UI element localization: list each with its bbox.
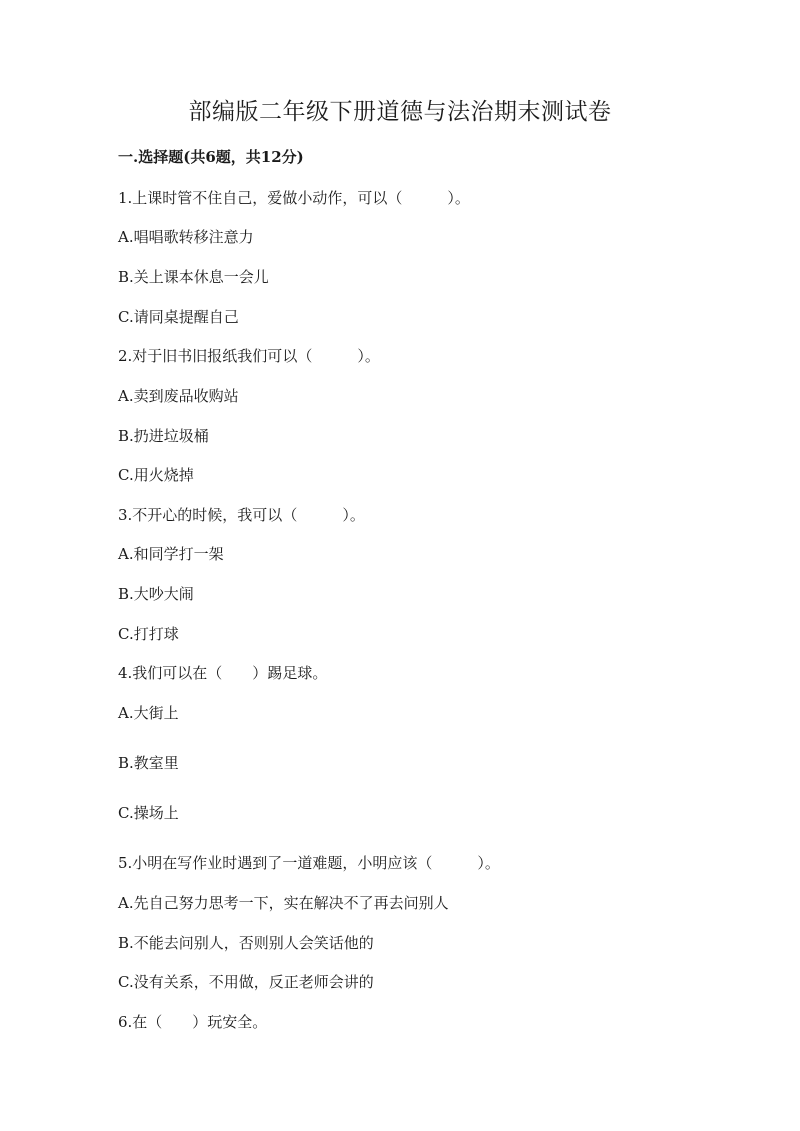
- question-stem: 6.在（ ）玩安全。: [118, 1013, 268, 1031]
- question-stem: 1.上课时管不住自己，爱做小动作，可以（ ）。: [118, 189, 470, 207]
- question-option: C.用火烧掉: [118, 466, 194, 484]
- question-stem: 2.对于旧书旧报纸我们可以（ ）。: [118, 347, 380, 365]
- question-option: C.没有关系，不用做，反正老师会讲的: [118, 973, 374, 991]
- section-heading: 一.选择题(共6题，共12分): [118, 148, 304, 166]
- question-option: A.唱唱歌转移注意力: [118, 228, 254, 246]
- question-option: A.和同学打一架: [118, 545, 224, 563]
- question-stem: 4.我们可以在（ ）踢足球。: [118, 664, 328, 682]
- question-option: A.大街上: [118, 704, 179, 722]
- question-option: C.操场上: [118, 804, 179, 822]
- question-stem: 3.不开心的时候，我可以（ ）。: [118, 506, 365, 524]
- question-option: A.卖到废品收购站: [118, 387, 239, 405]
- question-option: B.不能去问别人，否则别人会笑话他的: [118, 934, 374, 952]
- question-option: C.打打球: [118, 625, 179, 643]
- question-option: A.先自己努力思考一下，实在解决不了再去问别人: [118, 894, 449, 912]
- question-option: B.教室里: [118, 754, 179, 772]
- page-title: 部编版二年级下册道德与法治期末测试卷: [188, 99, 612, 125]
- question-option: B.大吵大闹: [118, 585, 194, 603]
- question-stem: 5.小明在写作业时遇到了一道难题，小明应该（ ）。: [118, 854, 500, 872]
- question-option: B.扔进垃圾桶: [118, 427, 209, 445]
- question-option: B.关上课本休息一会儿: [118, 268, 269, 286]
- question-option: C.请同桌提醒自己: [118, 308, 239, 326]
